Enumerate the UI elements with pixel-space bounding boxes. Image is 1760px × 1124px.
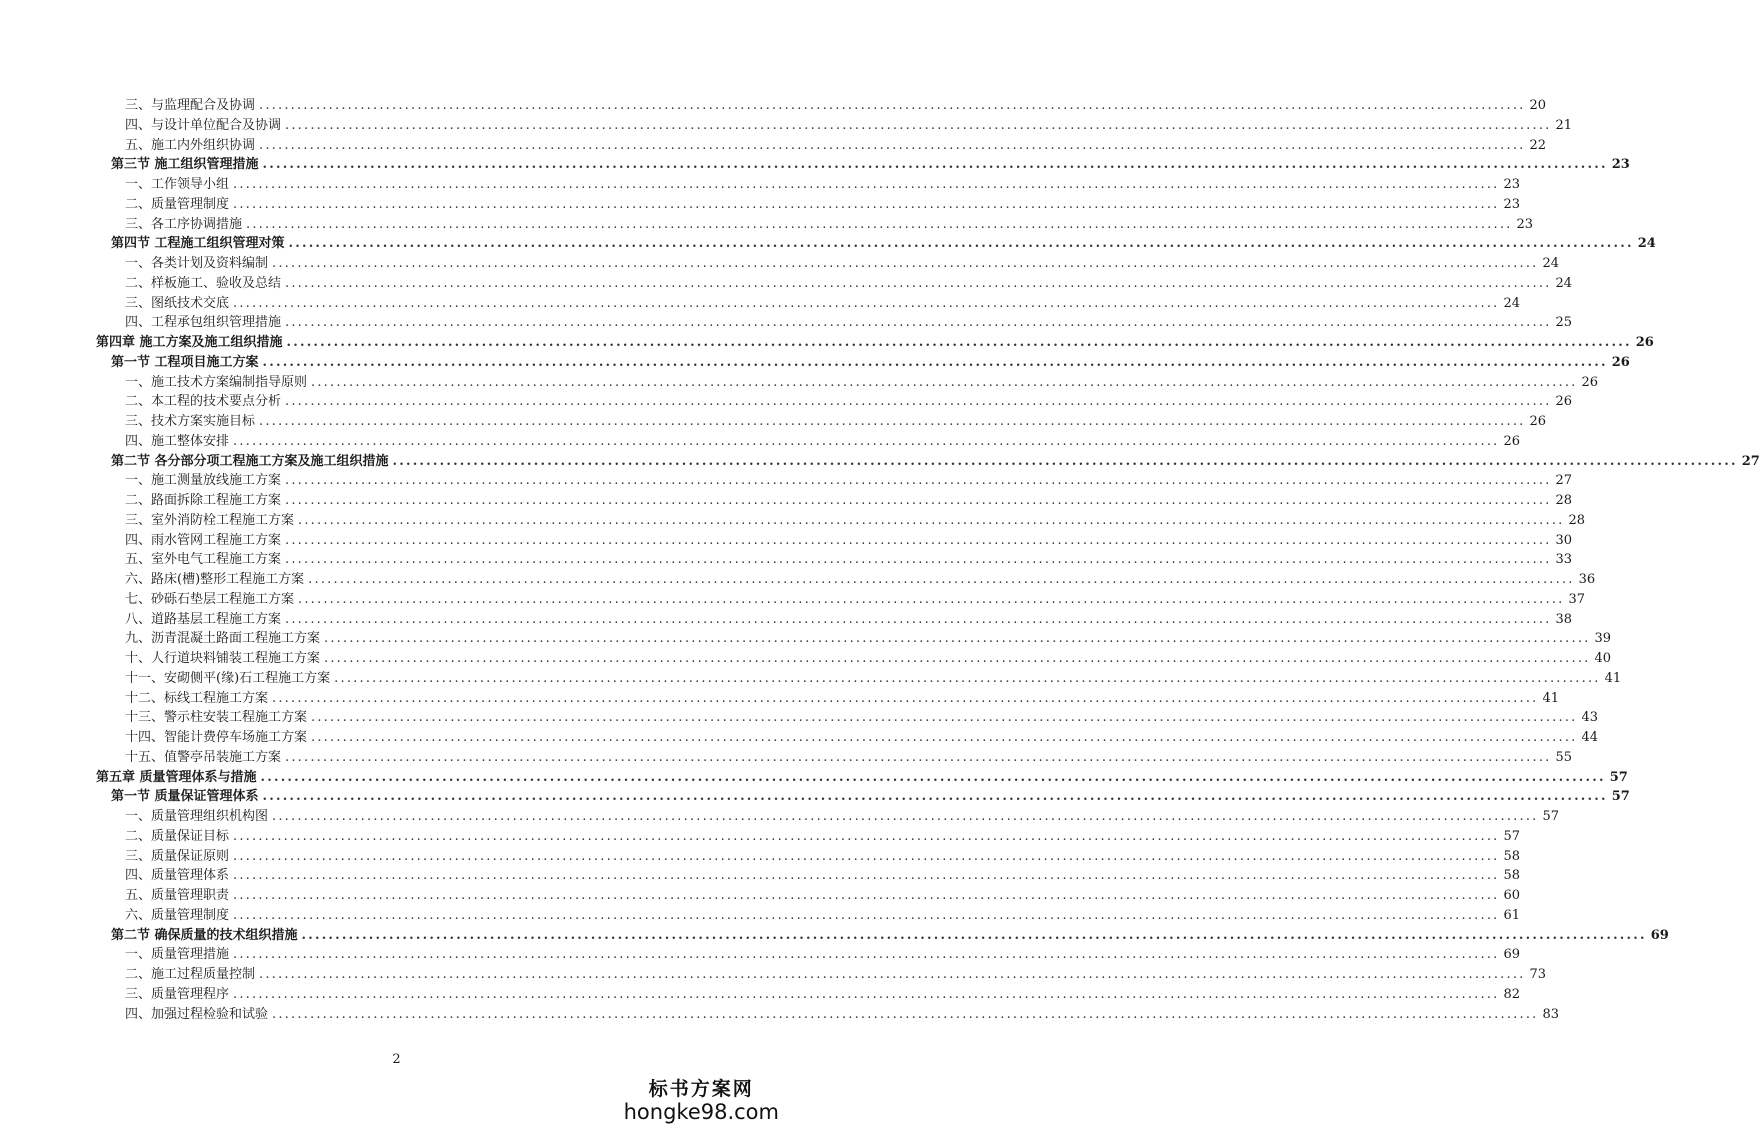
toc-entry-page: 40 xyxy=(1594,651,1612,666)
dot-leader: ........................................................................................................................................................................................................ xyxy=(311,374,1578,390)
toc-entry-title: 五、质量管理职责 xyxy=(125,888,230,903)
dot-leader: ........................................................................................................................................................................................................ xyxy=(285,532,1552,548)
toc-item[interactable] xyxy=(125,373,1599,393)
toc-item[interactable] xyxy=(125,886,1521,906)
dot-leader: ........................................................................................................................................................................................................ xyxy=(285,749,1552,765)
toc-item[interactable] xyxy=(125,294,1521,314)
dot-leader: ........................................................................................................................................................................................................ xyxy=(285,552,1552,568)
toc-entry-page: 33 xyxy=(1555,552,1573,568)
toc-entry-title: 四、施工整体安排 xyxy=(125,433,230,449)
dot-leader: ........................................................................................................................................................................................................ xyxy=(272,1006,1539,1022)
toc-entry-title: 第三节 施工组织管理措施 xyxy=(111,157,259,173)
toc-entry-title: 一、施工技术方案编制指导原则 xyxy=(125,374,308,390)
toc-entry-title: 第四节 工程施工组织管理对策 xyxy=(111,236,285,252)
toc-entry-title: 四、加强过程检验和试验 xyxy=(125,1006,269,1022)
dot-leader: ........................................................................................................................................................................................................ xyxy=(233,947,1500,963)
toc-item[interactable] xyxy=(125,570,1596,590)
toc-entry-page: 83 xyxy=(1542,1006,1560,1022)
toc-item[interactable] xyxy=(125,274,1573,294)
toc-entry-title: 一、质量管理措施 xyxy=(125,947,230,963)
toc-item[interactable] xyxy=(125,96,1547,116)
toc-chapter[interactable] xyxy=(96,768,1628,788)
toc-item[interactable] xyxy=(125,827,1521,847)
toc-item[interactable] xyxy=(125,847,1521,867)
toc-entry-title: 三、质量管理程序 xyxy=(125,986,230,1002)
toc-item[interactable] xyxy=(125,985,1521,1005)
dot-leader: ........................................................................................................................................................................................................ xyxy=(311,730,1578,745)
toc-section[interactable] xyxy=(111,155,1630,175)
dot-leader: ........................................................................................................................................................................................................ xyxy=(285,315,1552,331)
toc-entry-page: 43 xyxy=(1581,710,1599,726)
toc-entry-title: 二、路面拆除工程施工方案 xyxy=(125,493,282,508)
toc-section[interactable] xyxy=(111,787,1630,807)
toc-entry-page: 39 xyxy=(1594,631,1612,647)
toc-entry-page: 26 xyxy=(1635,335,1654,350)
dot-leader: ........................................................................................................................................................................................................ xyxy=(298,591,1565,607)
toc-item[interactable] xyxy=(125,313,1573,333)
toc-entry-title: 第四章 施工方案及施工组织措施 xyxy=(96,335,283,350)
toc-entry-page: 58 xyxy=(1503,868,1521,884)
dot-leader: ........................................................................................................................................................................................................ xyxy=(286,335,1632,350)
page-number: 2 xyxy=(392,1052,401,1067)
toc-entry-page: 26 xyxy=(1503,433,1521,449)
dot-leader: ........................................................................................................................................................................................................ xyxy=(259,967,1526,982)
toc-section[interactable] xyxy=(111,452,1760,472)
dot-leader: ........................................................................................................................................................................................................ xyxy=(311,710,1578,726)
toc-entry-page: 28 xyxy=(1568,512,1586,528)
dot-leader: ........................................................................................................................................................................................................ xyxy=(272,690,1539,706)
toc-item[interactable] xyxy=(125,629,1612,649)
toc-item[interactable] xyxy=(125,945,1521,965)
toc-item[interactable] xyxy=(125,590,1586,610)
toc-entry-page: 26 xyxy=(1555,394,1573,410)
toc-entry-page: 23 xyxy=(1611,157,1630,173)
toc-entry-page: 69 xyxy=(1503,947,1521,963)
toc-item[interactable] xyxy=(125,432,1521,452)
toc-entry-title: 三、图纸技术交底 xyxy=(125,295,230,311)
dot-leader: ........................................................................................................................................................................................................ xyxy=(288,236,1634,252)
toc-entry-title: 八、道路基层工程施工方案 xyxy=(125,611,282,627)
toc-entry-title: 二、施工过程质量控制 xyxy=(125,967,256,982)
toc-item[interactable] xyxy=(125,649,1612,669)
toc-entry-title: 二、质量管理制度 xyxy=(125,196,230,212)
dot-leader: ........................................................................................................................................................................................................ xyxy=(272,809,1539,824)
dot-leader: ........................................................................................................................................................................................................ xyxy=(260,769,1606,785)
toc-entry-title: 十、人行道块料铺装工程施工方案 xyxy=(125,651,321,666)
dot-leader: ........................................................................................................................................................................................................ xyxy=(262,354,1608,370)
toc-entry-title: 九、沥青混凝土路面工程施工方案 xyxy=(125,631,321,647)
toc-item[interactable] xyxy=(125,195,1521,215)
toc-section[interactable] xyxy=(111,926,1669,946)
toc-item[interactable] xyxy=(125,531,1573,551)
toc-item[interactable] xyxy=(125,511,1586,531)
dot-leader: ........................................................................................................................................................................................................ xyxy=(324,631,1591,647)
toc-entry-page: 25 xyxy=(1555,315,1573,331)
toc-entry-title: 二、质量保证目标 xyxy=(125,828,230,844)
toc-entry-page: 57 xyxy=(1503,828,1521,844)
toc-item[interactable] xyxy=(125,807,1560,827)
toc-item[interactable] xyxy=(125,748,1573,768)
toc-entry-page: 24 xyxy=(1542,256,1560,271)
toc-entry-title: 十四、智能计费停车场施工方案 xyxy=(125,730,308,745)
toc-item[interactable] xyxy=(125,471,1573,491)
toc-entry-page: 30 xyxy=(1555,532,1573,548)
toc-entry-page: 58 xyxy=(1503,848,1521,864)
toc-item[interactable] xyxy=(125,116,1573,136)
toc-entry-page: 26 xyxy=(1581,374,1599,390)
toc-entry-page: 21 xyxy=(1555,117,1573,133)
toc-item[interactable] xyxy=(125,728,1599,748)
toc-entry-page: 57 xyxy=(1609,769,1628,785)
toc-entry-title: 五、施工内外组织协调 xyxy=(125,137,256,153)
toc-entry-page: 73 xyxy=(1529,967,1547,982)
toc-entry-page: 23 xyxy=(1503,196,1521,212)
dot-leader: ........................................................................................................................................................................................................ xyxy=(285,473,1552,489)
toc-entry-page: 60 xyxy=(1503,888,1521,903)
toc-item[interactable] xyxy=(125,215,1534,235)
toc-entry-title: 第二节 确保质量的技术组织措施 xyxy=(111,927,298,943)
toc-entry-title: 一、工作领导小组 xyxy=(125,177,230,192)
toc-item[interactable] xyxy=(125,392,1573,412)
toc-entry-page: 27 xyxy=(1741,453,1760,469)
dot-leader: ........................................................................................................................................................................................................ xyxy=(233,986,1500,1002)
dot-leader: ........................................................................................................................................................................................................ xyxy=(233,177,1500,192)
dot-leader: ........................................................................................................................................................................................................ xyxy=(272,256,1539,271)
toc-entry-page: 57 xyxy=(1542,809,1560,824)
toc-item[interactable] xyxy=(125,1005,1560,1025)
toc-entry-page: 37 xyxy=(1568,591,1586,607)
toc-item[interactable] xyxy=(125,965,1547,985)
dot-leader: ........................................................................................................................................................................................................ xyxy=(285,493,1552,508)
toc-entry-page: 44 xyxy=(1581,730,1599,745)
toc-entry-title: 第一节 质量保证管理体系 xyxy=(111,789,259,805)
toc-entry-page: 24 xyxy=(1637,236,1656,252)
toc-section[interactable] xyxy=(111,353,1630,373)
dot-leader: ........................................................................................................................................................................................................ xyxy=(246,216,1513,232)
dot-leader: ........................................................................................................................................................................................................ xyxy=(233,868,1500,884)
dot-leader: ........................................................................................................................................................................................................ xyxy=(233,848,1500,864)
dot-leader: ........................................................................................................................................................................................................ xyxy=(262,789,1608,805)
toc-entry-page: 24 xyxy=(1503,295,1521,311)
dot-leader: ........................................................................................................................................................................................................ xyxy=(233,907,1500,923)
toc-item[interactable] xyxy=(125,610,1573,630)
toc-entry-page: 24 xyxy=(1555,275,1573,291)
toc-item[interactable] xyxy=(125,708,1599,728)
toc-entry-page: 20 xyxy=(1529,98,1547,113)
toc-entry-title: 三、各工序协调措施 xyxy=(125,216,243,232)
toc-entry-page: 41 xyxy=(1542,690,1560,706)
toc-entry-title: 三、技术方案实施目标 xyxy=(125,414,256,429)
toc-entry-page: 26 xyxy=(1529,414,1547,429)
dot-leader: ........................................................................................................................................................................................................ xyxy=(285,394,1552,410)
toc-entry-page: 38 xyxy=(1555,611,1573,627)
dot-leader: ........................................................................................................................................................................................................ xyxy=(298,512,1565,528)
toc-item[interactable] xyxy=(125,669,1622,689)
dot-leader: ........................................................................................................................................................................................................ xyxy=(233,433,1500,449)
toc-entry-title: 第一节 工程项目施工方案 xyxy=(111,354,259,370)
dot-leader: ........................................................................................................................................................................................................ xyxy=(259,414,1526,429)
dot-leader: ........................................................................................................................................................................................................ xyxy=(285,275,1552,291)
toc-entry-page: 55 xyxy=(1555,749,1573,765)
toc-entry-page: 82 xyxy=(1503,986,1521,1002)
toc-entry-title: 六、质量管理制度 xyxy=(125,907,230,923)
toc-entry-page: 23 xyxy=(1503,177,1521,192)
toc-entry-title: 第五章 质量管理体系与措施 xyxy=(96,769,257,785)
dot-leader: ........................................................................................................................................................................................................ xyxy=(308,572,1575,587)
site-watermark xyxy=(624,1078,779,1124)
toc-entry-title: 二、本工程的技术要点分析 xyxy=(125,394,282,410)
watermark-domain: hongke98.com xyxy=(623,1100,779,1124)
toc-entry-title: 十一、安砌侧平(缘)石工程施工方案 xyxy=(125,670,331,686)
toc-entry-title: 四、雨水管网工程施工方案 xyxy=(125,532,282,548)
toc-entry-title: 二、样板施工、验收及总结 xyxy=(125,275,282,291)
dot-leader: ........................................................................................................................................................................................................ xyxy=(233,828,1500,844)
toc-entry-title: 十五、值警亭吊装施工方案 xyxy=(125,749,282,765)
dot-leader: ........................................................................................................................................................................................................ xyxy=(233,196,1500,212)
toc-item[interactable] xyxy=(125,866,1521,886)
dot-leader: ........................................................................................................................................................................................................ xyxy=(262,157,1608,173)
toc-item[interactable] xyxy=(125,550,1573,570)
toc-entry-page: 61 xyxy=(1503,907,1521,923)
toc-entry-page: 27 xyxy=(1555,473,1573,489)
toc-item[interactable] xyxy=(125,906,1521,926)
toc-entry-title: 一、各类计划及资料编制 xyxy=(125,256,269,271)
watermark-chinese: 标书方案网 xyxy=(648,1078,754,1100)
toc-entry-title: 三、与监理配合及协调 xyxy=(125,98,256,113)
dot-leader: ........................................................................................................................................................................................................ xyxy=(285,611,1552,627)
toc-entry-title: 四、与设计单位配合及协调 xyxy=(125,117,282,133)
toc-entry-page: 69 xyxy=(1650,927,1669,943)
dot-leader: ........................................................................................................................................................................................................ xyxy=(233,295,1500,311)
dot-leader: ........................................................................................................................................................................................................ xyxy=(259,137,1526,153)
toc-entry-title: 四、工程承包组织管理措施 xyxy=(125,315,282,331)
toc-entry-title: 十三、警示柱安装工程施工方案 xyxy=(125,710,308,726)
dot-leader: ........................................................................................................................................................................................................ xyxy=(392,453,1738,469)
toc-entry-title: 四、质量管理体系 xyxy=(125,868,230,884)
toc-entry-page: 36 xyxy=(1578,572,1596,587)
toc-entry-title: 一、质量管理组织机构图 xyxy=(125,809,269,824)
toc-item[interactable] xyxy=(125,491,1573,511)
toc-section[interactable] xyxy=(111,234,1656,254)
dot-leader: ........................................................................................................................................................................................................ xyxy=(324,651,1591,666)
toc-entry-page: 22 xyxy=(1529,137,1547,153)
toc-item[interactable] xyxy=(125,412,1547,432)
toc-item[interactable] xyxy=(125,175,1521,195)
toc-item[interactable] xyxy=(125,136,1547,156)
dot-leader: ........................................................................................................................................................................................................ xyxy=(285,117,1552,133)
dot-leader: ........................................................................................................................................................................................................ xyxy=(334,670,1601,686)
toc-chapter[interactable] xyxy=(96,333,1654,353)
toc-entry-title: 一、施工测量放线施工方案 xyxy=(125,473,282,489)
toc-item[interactable] xyxy=(125,254,1560,274)
toc-entry-title: 三、室外消防栓工程施工方案 xyxy=(125,512,295,528)
toc-entry-page: 23 xyxy=(1516,216,1534,232)
toc-entry-page: 57 xyxy=(1611,789,1630,805)
toc-entry-page: 26 xyxy=(1611,354,1630,370)
toc-entry-title: 三、质量保证原则 xyxy=(125,848,230,864)
dot-leader: ........................................................................................................................................................................................................ xyxy=(233,888,1500,903)
toc-entry-title: 七、砂砾石垫层工程施工方案 xyxy=(125,591,295,607)
dot-leader: ........................................................................................................................................................................................................ xyxy=(259,98,1526,113)
toc-entry-title: 第二节 各分部分项工程施工方案及施工组织措施 xyxy=(111,453,389,469)
toc-entry-title: 五、室外电气工程施工方案 xyxy=(125,552,282,568)
toc-entry-page: 28 xyxy=(1555,493,1573,508)
toc-entry-title: 十二、标线工程施工方案 xyxy=(125,690,269,706)
dot-leader: ........................................................................................................................................................................................................ xyxy=(301,927,1647,943)
toc-entry-title: 六、路床(槽)整形工程施工方案 xyxy=(125,572,305,587)
toc-entry-page: 41 xyxy=(1604,670,1622,686)
toc-item[interactable] xyxy=(125,689,1560,709)
